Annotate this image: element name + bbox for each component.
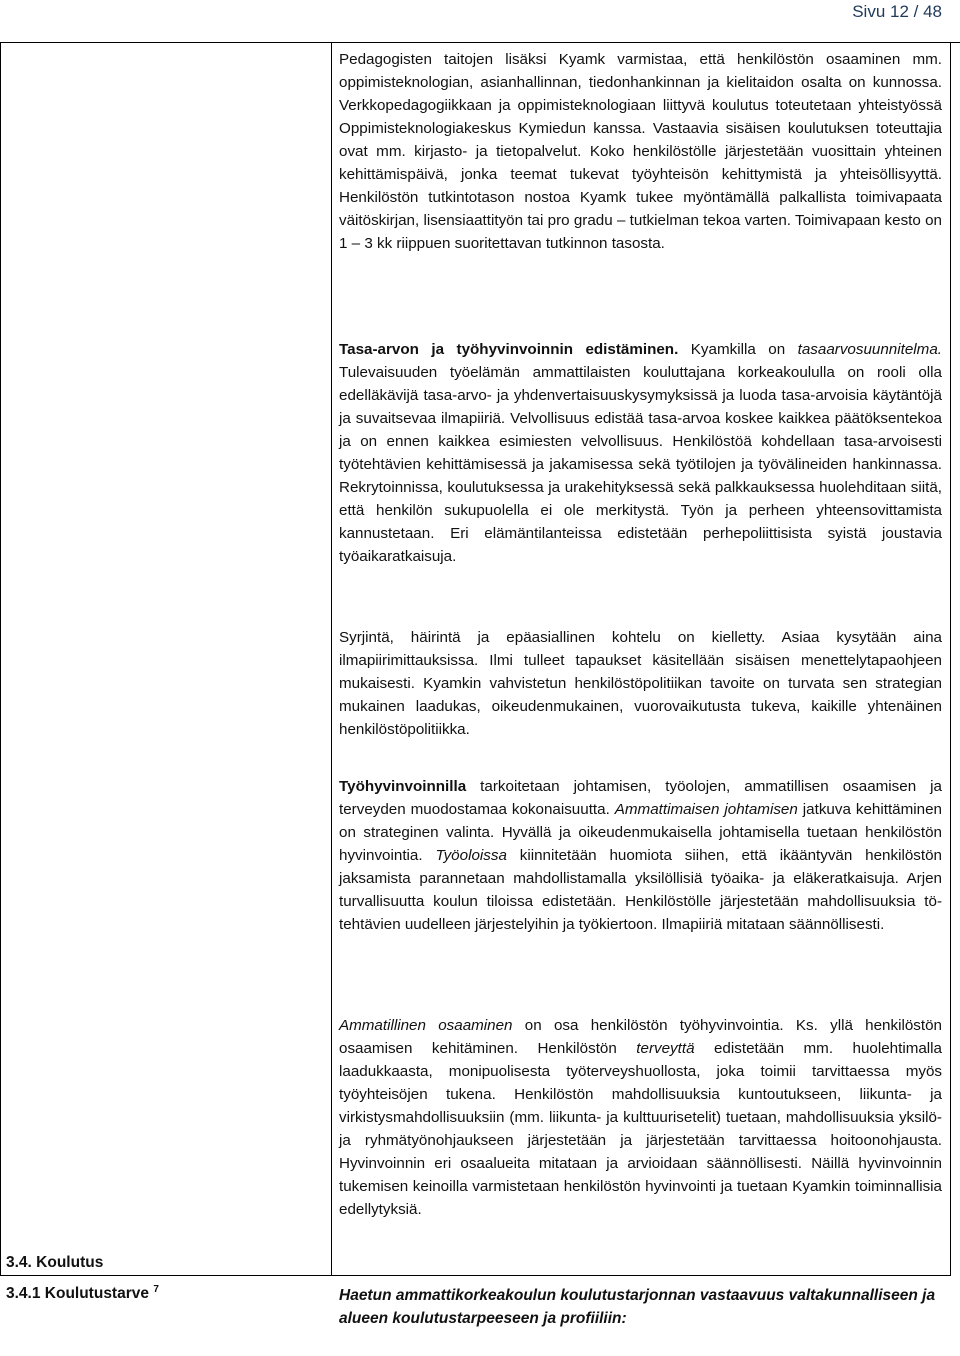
subsection-goal: Haetun ammattikorkeakoulun koulutustarjonnan vastaavuus valtakunnalliseen ja alueen koulutustarpeeseen ja profiiliin: xyxy=(339,1287,936,1327)
section-heading: 3.4. Koulutus xyxy=(6,1254,104,1271)
table-right-border xyxy=(950,42,951,1275)
table-left-border xyxy=(0,42,1,1275)
page-number: Sivu 12 / 48 xyxy=(852,2,942,21)
paragraph-equality: Tasa-arvon ja työhyvinvoinnin edistäminen. Kyamkilla on tasaarvosuunnitelma. Tulevaisuuden työelämän ammattilaisten kouluttajana korkeakoululla on rooli olla edelläkävijä tasa-arvo- ja yhdenvertaisuuskysymyksissä ja luoda tasa-arvoisia käytäntöjä ja suvaitsevaa ilmapiiriä. Velvollisuus edistää tasa-arvoa koskee kaikkea päätöksentekoa ja on ennen kaikkea esimiesten velvollisuus. Henkilöstöä kohdellaan tasa-arvoisesti työtehtävien kehittämisessä ja jakamisessa sekä työtilojen ja työvälineiden hankinnassa. Rekrytoinnissa, koulutuksessa ja urakehityksessä sekä palkkauksessa huolehditaan siitä, että henkilön sukupuolella ei ole merkitystä. Työn ja perheen yhteensovittamista kannustetaan. Eri elämäntilanteissa edistetään perhepoliittisista syistä joustavia työaikaratkaisuja. xyxy=(339,341,942,565)
wellbeing-term: Työhyvinvoinnilla xyxy=(339,778,467,795)
table-row-divider xyxy=(0,1275,951,1276)
equality-heading: Tasa-arvon ja työhyvinvoinnin edistäminen. xyxy=(339,341,679,358)
paragraph-professional-competence: Ammatillinen osaaminen on osa henkilöstön työhyvinvointia. Ks. yllä henkilöstön osaamisen kehitäminen. Henkilöstön terveyttä edistetään mm. huolehtimalla laadukkaasta, monipuolisesta työterveyshuollosta, joka toimii tarvittaessa myös työyhteisöjen tukena. Henkilöstön mahdollisuuksia kuntoutukseen, liikunta- ja virkistysmahdollisuuksiin (mm. liikunta- ja kulttuurisetelit) tuetaan, mahdollisuuksia yksilö- ja ryhmätyönohjaukseen järjestetään ja järjestetään tarvittaessa hoitoonohjausta. Hyvinvoinnin eri osaalueita mitataan ja arvioidaan säännöllisesti. Näillä hyvinvoinnin tukemisen keinoilla varmistetaan henkilöstön hyvinvointi ja tuetaan Kyamkin toiminnallisia edellytyksiä. xyxy=(339,1017,942,1218)
paragraph-discrimination: Syrjintä, häirintä ja epäasiallinen kohtelu on kielletty. Asiaa kysytään aina ilmapiirimittauksissa. Ilmi tulleet tapaukset käsitellään sisäisen menettelytapaohjeen mukaisesti. Kyamkin vahvistetun henkilöstöpolitiikan tavoite on turvata sen strategian mukainen laadukas, oikeudenmukainen, vuorovaikutusta tukeva, kaikille yhtenäinen henkilöstöpolitiikka. xyxy=(339,629,942,738)
paragraph-wellbeing: Työhyvinvoinnilla tarkoitetaan johtamisen, työolojen, ammatillisen osaamisen ja terveyden muodostamaa kokonaisuutta. Ammattimaisen johtamisen jatkuva kehittäminen on strateginen valinta. Hyvällä ja oikeudenmukaisella johtamisella tuetaan henkilöstön hyvinvointia. Työoloissa kiinnitetään huomiota siihen, että ikääntyvän henkilöstön jaksamista parannetaan mahdollistamalla yksilöllisiä työaika- ja eläkeratkaisuja. Arjen turvallisuutta koulun tiloissa edistetään. Henkilöstölle järjestetään mahdollisuuksia tötehtävien uudelleen järjestelyihin ja työkiertoon. Ilmapiiriä mitataan säännöllisesti. xyxy=(339,778,943,933)
table-column-divider xyxy=(331,42,332,1275)
subsection-heading: 3.4.1 Koulutustarve $^7$ xyxy=(6,1284,159,1303)
paragraph-competence-training: Pedagogisten taitojen lisäksi Kyamk varmistaa, että henkilöstön osaaminen mm. oppimisteknologian, asianhallinnan, tiedonhankinnan ja kielitaidon osalta on kunnossa. Verkkopedagogiikkaan ja oppimisteknologiaan liittyvä koulutus toteutetaan yhteistyössä Oppimisteknologiakeskus Kymiedun kanssa. Vastaavia sisäisen koulutuksen toteuttajia ovat mm. kirjasto- ja tietopalvelut. Koko henkilöstölle järjestetään vuosittain yhteinen kehittämispäivä, jonka teemat tukevat työyhteisön kehittymistä ja yhteisöllisyyttä. Henkilöstön tutkintotason nostoa Kyamk tukee myöntämällä palkallista toimivapaata väitöskirjan, lisensiaattityön tai pro gradu – tutkielman tekoa varten. Toimivapaan kesto on 1 – 3 kk riippuen suoritettavan tutkinnon tasosta. xyxy=(339,51,942,252)
footnote-marker: 7 xyxy=(153,1284,159,1295)
content-table xyxy=(0,42,960,43)
